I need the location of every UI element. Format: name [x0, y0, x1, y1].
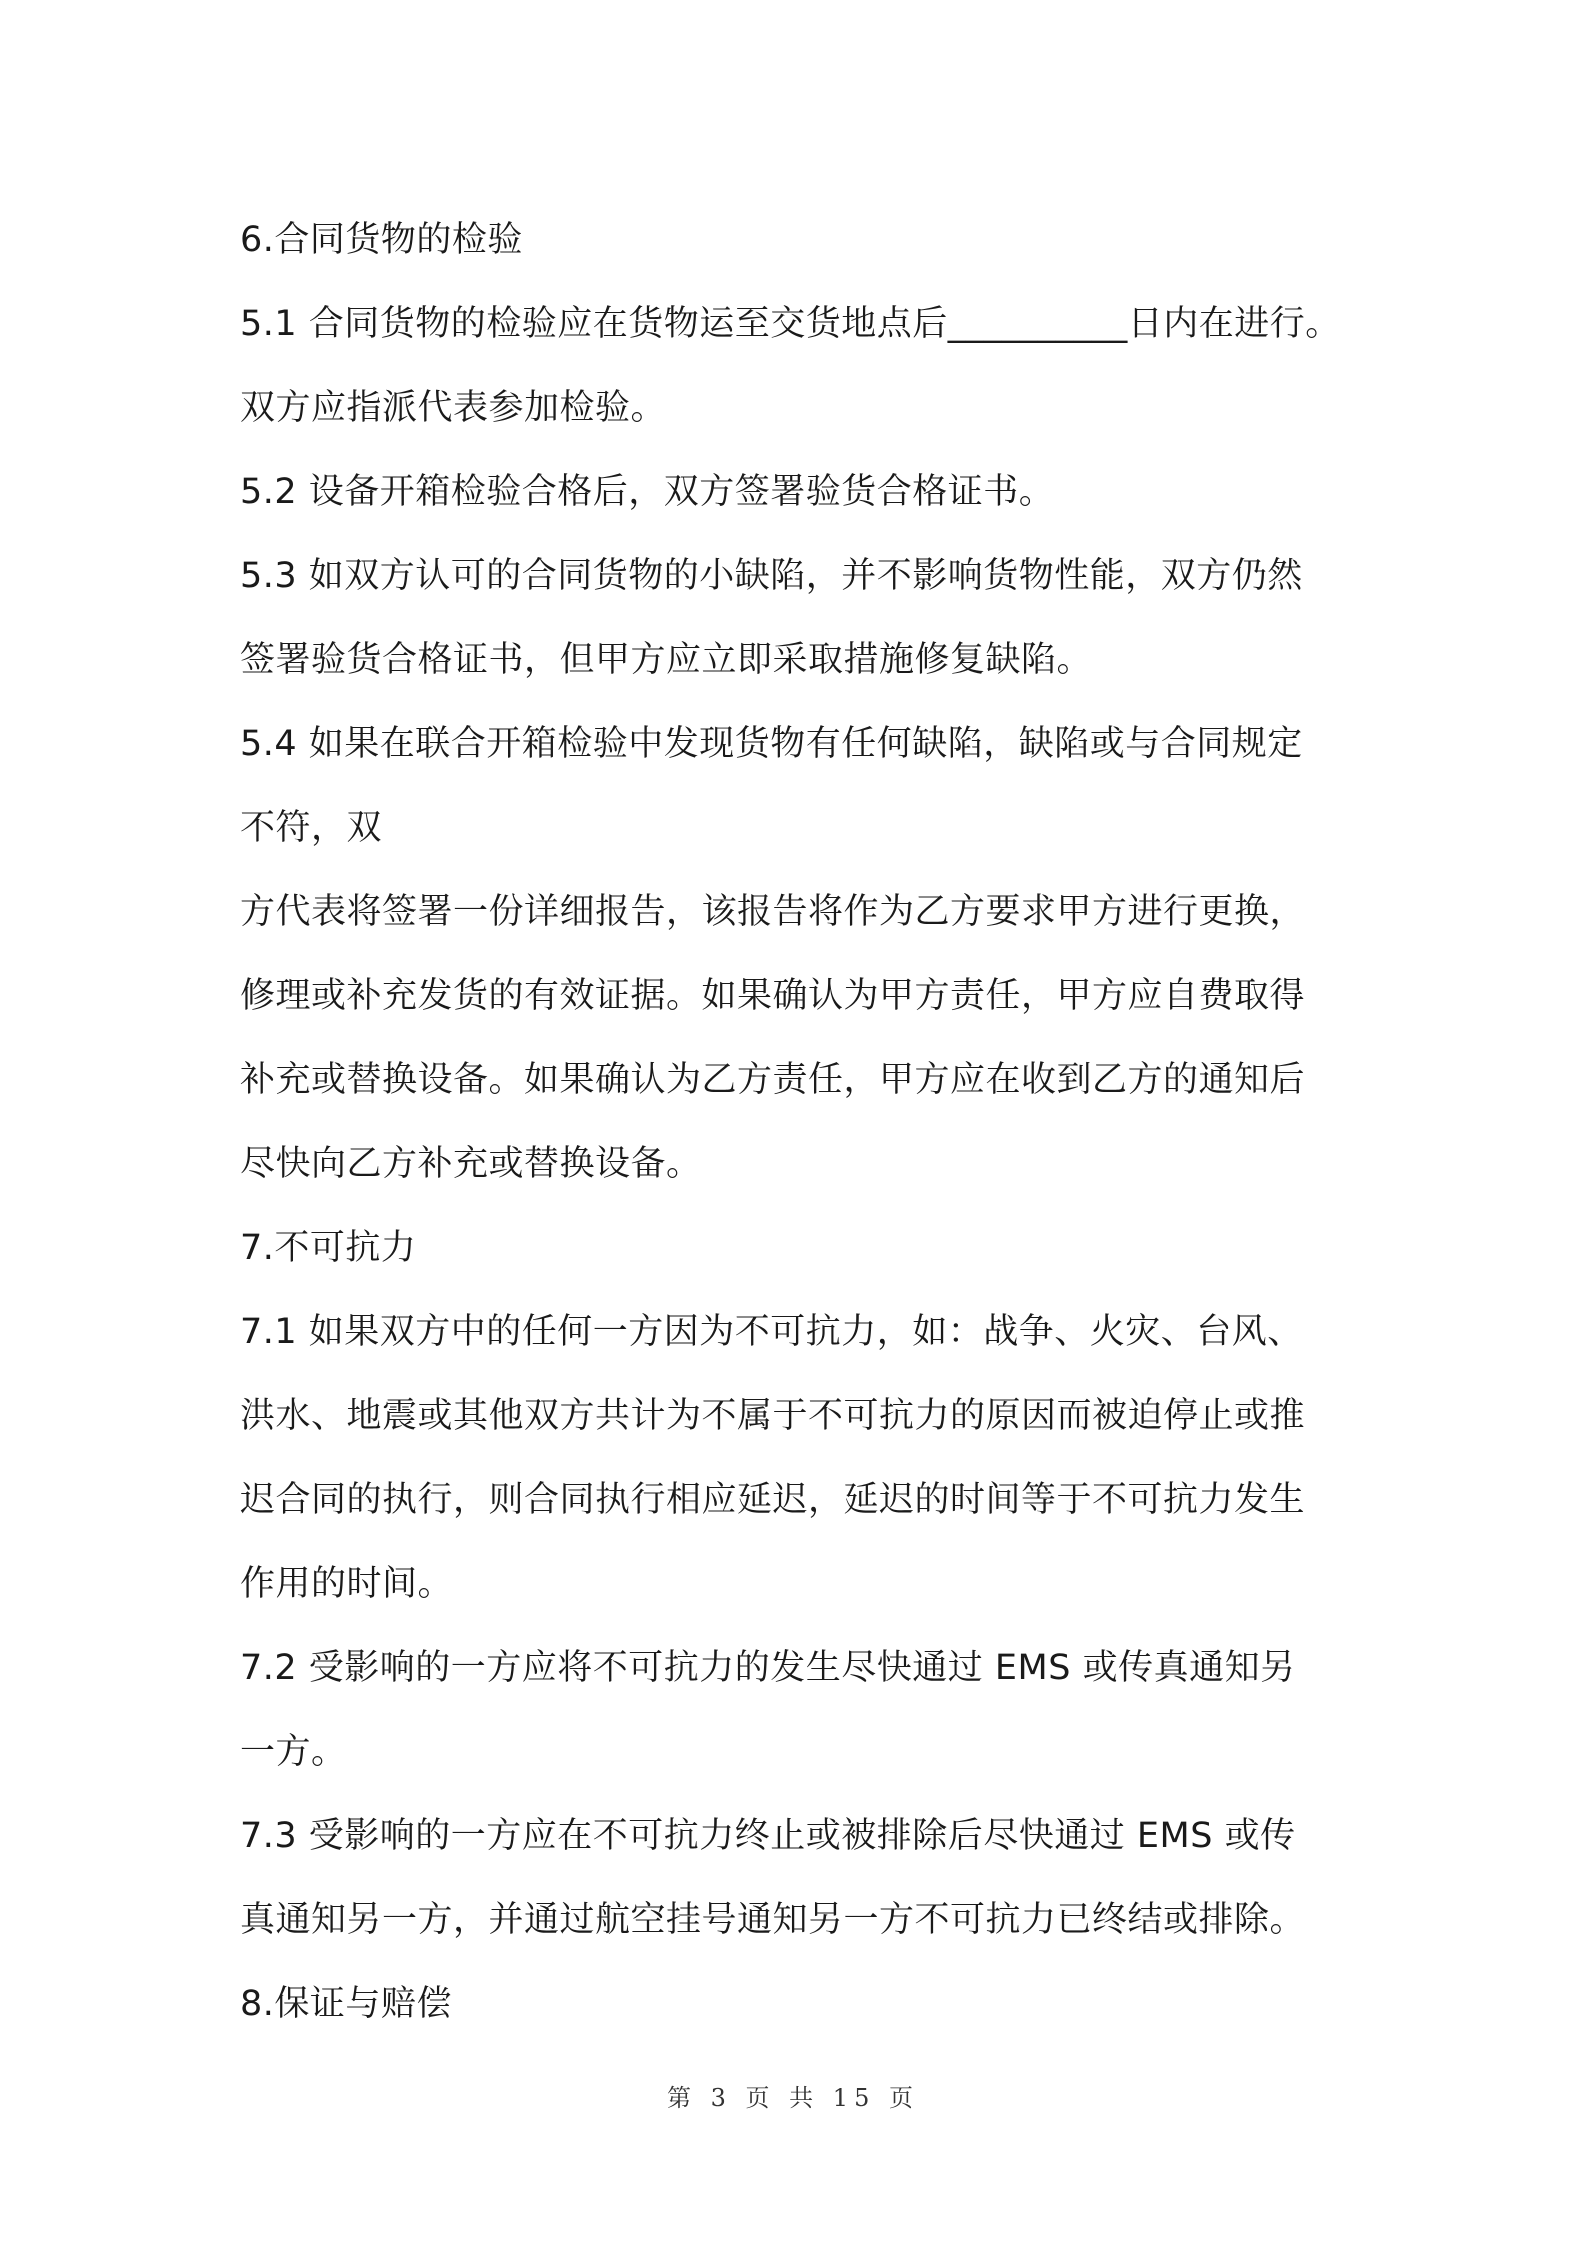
text-line: 5.4 如果在联合开箱检验中发现货物有任何缺陷，缺陷或与合同规定 — [240, 724, 1303, 764]
text-line: 5.2 设备开箱检验合格后，双方签署验货合格证书。 — [240, 472, 1055, 512]
section-heading-6: 6.合同货物的检验 — [240, 220, 523, 260]
text-line: 真通知另一方，并通过航空挂号通知另一方不可抗力已终结或排除。 — [240, 1900, 1306, 1940]
text-line: 7.3 受影响的一方应在不可抗力终止或被排除后尽快通过 EMS 或传 — [240, 1816, 1296, 1856]
text-line: 不符，双 — [240, 808, 383, 848]
text-line: 签署验货合格证书，但甲方应立即采取措施修复缺陷。 — [240, 640, 1093, 680]
text-line: 一方。 — [240, 1732, 347, 1772]
text-line: 迟合同的执行，则合同执行相应延迟，延迟的时间等于不可抗力发生 — [240, 1480, 1306, 1520]
text-line: 尽快向乙方补充或替换设备。 — [240, 1144, 702, 1184]
text-line: 7.2 受影响的一方应将不可抗力的发生尽快通过 EMS 或传真通知另 — [240, 1648, 1296, 1688]
section-heading-7: 7.不可抗力 — [240, 1228, 417, 1268]
text-line: 5.1 合同货物的检验应在货物运至交货地点后__________日内在进行。 — [240, 304, 1341, 344]
text-line: 7.1 如果双方中的任何一方因为不可抗力，如：战争、火灾、台风、 — [240, 1312, 1303, 1352]
document-body — [240, 198, 1370, 2046]
section-heading-8: 8.保证与赔偿 — [240, 1984, 452, 2024]
text-line: 洪水、地震或其他双方共计为不属于不可抗力的原因而被迫停止或推 — [240, 1396, 1306, 1436]
text-line: 作用的时间。 — [240, 1564, 454, 1604]
text-line: 双方应指派代表参加检验。 — [240, 388, 667, 428]
text-line: 修理或补充发货的有效证据。如果确认为甲方责任，甲方应自费取得 — [240, 976, 1306, 1016]
page-number-footer: 第 3 页 共 15 页 — [667, 2084, 919, 2112]
text-line: 5.3 如双方认可的合同货物的小缺陷，并不影响货物性能，双方仍然 — [240, 556, 1303, 596]
text-line: 方代表将签署一份详细报告，该报告将作为乙方要求甲方进行更换， — [240, 892, 1306, 932]
text-line: 补充或替换设备。如果确认为乙方责任，甲方应在收到乙方的通知后 — [240, 1060, 1306, 1100]
